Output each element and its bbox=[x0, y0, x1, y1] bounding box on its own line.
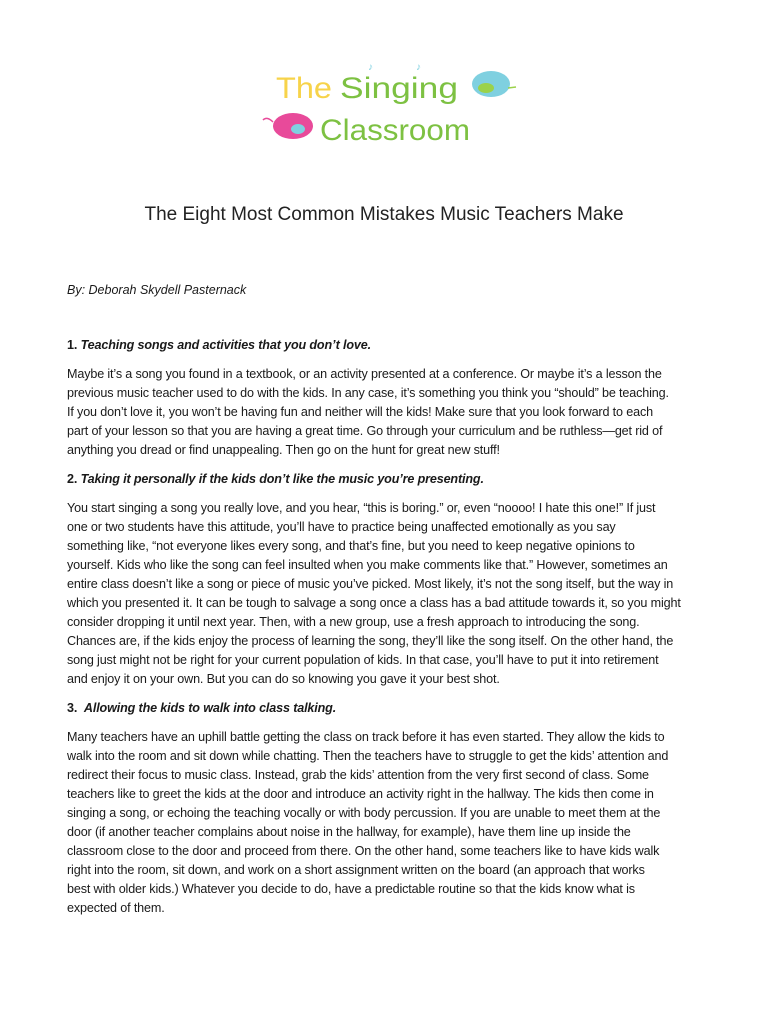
body-line: previous music teacher used to do with the kids. In any case, it’s something you think you “should” be teaching. bbox=[67, 386, 669, 400]
body-line: expected of them. bbox=[67, 901, 165, 915]
body-line: something like, “not everyone likes every song, and that’s fine, but you need to keep negative opinions to bbox=[67, 539, 635, 553]
body-line: teachers like to greet the kids at the door and introduce an activity right in the hallway. The kids then come in bbox=[67, 787, 654, 801]
svg-text:Singing: Singing bbox=[340, 72, 458, 105]
svg-text:Classroom: Classroom bbox=[320, 114, 470, 146]
body-line: redirect their focus to music class. Instead, grab the kids’ attention from the very first second of class. Some bbox=[67, 768, 649, 782]
svg-text:The: The bbox=[276, 72, 332, 105]
section-3-heading: 3. Allowing the kids to walk into class talking. bbox=[67, 701, 337, 715]
body-line: consider dropping it until next year. Then, with a new group, use a fresh approach to introducing the song. bbox=[67, 615, 640, 629]
byline: By: Deborah Skydell Pasternack bbox=[67, 283, 247, 297]
body-line: classroom close to the door and proceed from there. On the other hand, some teachers like to have kids walk bbox=[67, 844, 660, 858]
body-line: part of your lesson so that you are having a great time. Go through your curriculum and be ruthless—get rid of bbox=[67, 424, 663, 438]
body-line: walk into the room and sit down while chatting. Then the teachers have to struggle to get the kids’ attention and bbox=[67, 749, 669, 763]
section-2-heading: 2. Taking it personally if the kids don’t like the music you’re presenting. bbox=[67, 472, 484, 486]
section-1-body bbox=[67, 365, 757, 460]
body-line: You start singing a song you really love, and you hear, “this is boring.” or, even “noooo! I hate this one!” If just bbox=[67, 501, 656, 515]
document-body bbox=[67, 336, 757, 928]
body-line: best with older kids.) Whatever you decide to do, have a predictable routine so that the kids know what is bbox=[67, 882, 635, 896]
body-line: Many teachers have an uphill battle getting the class on track before it has even started. They allow the kids to bbox=[67, 730, 665, 744]
section-2-body bbox=[67, 499, 757, 689]
body-line: one or two students have this attitude, you’ll have to practice being unaffected emotionally as you say bbox=[67, 520, 616, 534]
body-line: singing a song, or echoing the teaching vocally or with body percussion. If you are unable to meet them at the bbox=[67, 806, 661, 820]
body-line: song just might not be right for your current population of kids. In that case, you’ll have to put it into retirement bbox=[67, 653, 659, 667]
body-line: anything you dread or find unappealing. Then go on the hunt for great new stuff! bbox=[67, 443, 500, 457]
body-line: yourself. Kids who like the song can feel insulted when you make comments like that.” However, sometimes an bbox=[67, 558, 668, 572]
body-line: entire class doesn’t like a song or piece of music you’ve picked. Most likely, it’s not the song itself, but the way in bbox=[67, 577, 674, 591]
section-1-heading: 1. Teaching songs and activities that you don’t love. bbox=[67, 338, 371, 352]
svg-text:♪: ♪ bbox=[368, 62, 373, 73]
svg-text:♪: ♪ bbox=[416, 62, 421, 73]
body-line: If you don’t love it, you won’t be having fun and neither will the kids! Make sure that you look forward to each bbox=[67, 405, 653, 419]
section-3-body bbox=[67, 728, 757, 918]
document-title: The Eight Most Common Mistakes Music Teachers Make bbox=[144, 204, 624, 225]
body-line: and enjoy it on your own. But you can do so knowing you gave it your best shot. bbox=[67, 672, 500, 686]
body-line: Maybe it’s a song you found in a textbook, or an activity presented at a conference. Or maybe it’s a lesson the bbox=[67, 367, 662, 381]
body-line: which you presented it. It can be tough to salvage a song once a class has a bad attitude towards it, so you might bbox=[67, 596, 681, 610]
body-line: right into the room, sit down, and work on a short assignment written on the board (an approach that works bbox=[67, 863, 645, 877]
body-line: Chances are, if the kids enjoy the process of learning the song, they’ll like the song itself. On the other hand, the bbox=[67, 634, 674, 648]
body-line: door (if another teacher complains about noise in the hallway, for example), have them line up inside the bbox=[67, 825, 631, 839]
singing-classroom-logo bbox=[258, 60, 518, 146]
